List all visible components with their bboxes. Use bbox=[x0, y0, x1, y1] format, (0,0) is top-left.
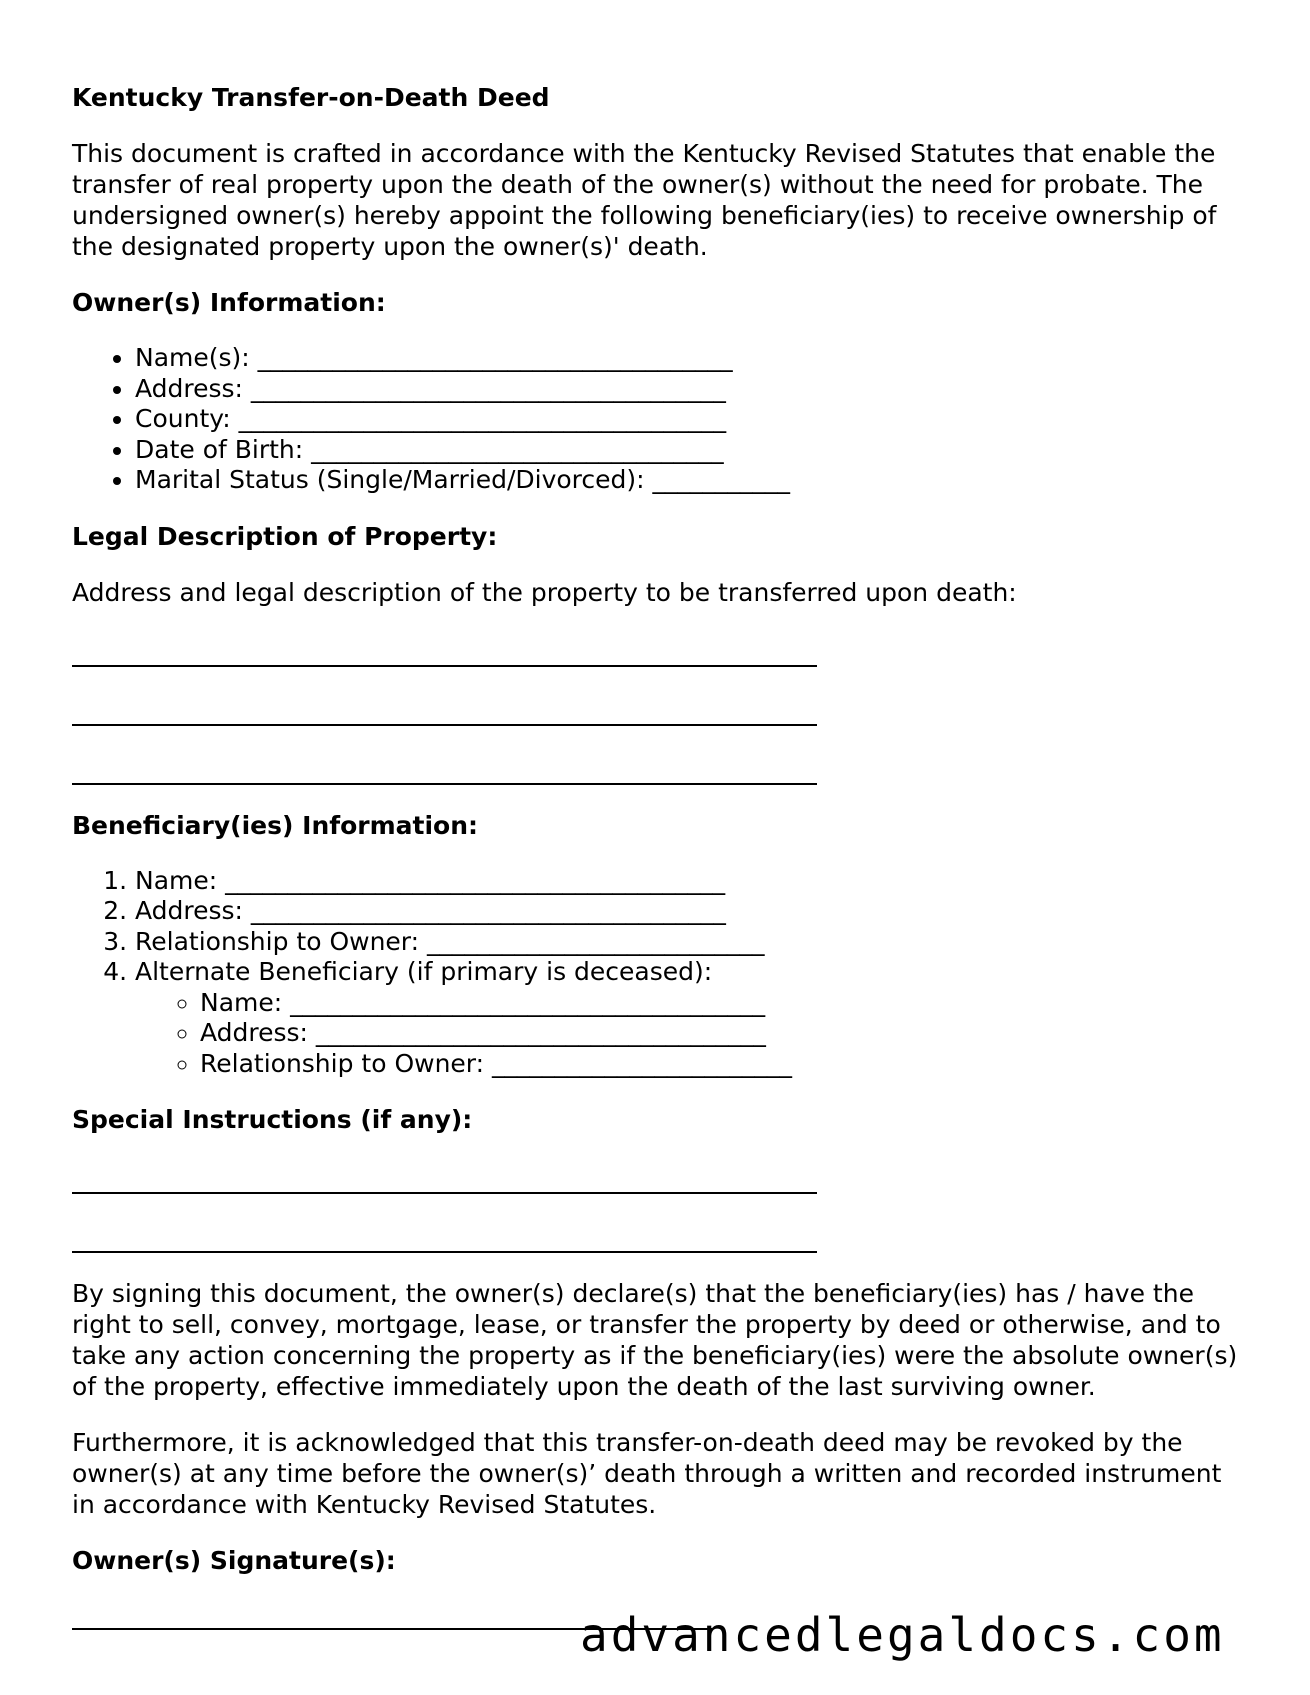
owner-name-field: • Name(s): ______________________________________ bbox=[135, 343, 1242, 374]
alternate-beneficiary-list bbox=[135, 988, 1242, 1080]
special-instructions-heading: Special Instructions (if any): bbox=[72, 1105, 473, 1134]
alternate-beneficiary-item bbox=[135, 957, 1242, 1079]
signature-heading: Owner(s) Signature(s): bbox=[72, 1546, 396, 1575]
alternate-address-field: ◦ Address: ____________________________________ bbox=[200, 1018, 1242, 1049]
special-instructions-blank-line bbox=[72, 1251, 817, 1253]
alternate-beneficiary-label: Alternate Beneficiary (if primary is deceased): bbox=[135, 957, 713, 986]
property-blank-line bbox=[72, 665, 817, 667]
owner-marital-status-field: • Marital Status (Single/Married/Divorced): ___________ bbox=[135, 465, 1242, 496]
owner-dob-field: • Date of Birth: _________________________________ bbox=[135, 435, 1242, 466]
document-title: Kentucky Transfer-on-Death Deed bbox=[72, 83, 550, 112]
watermark: advancedlegaldocs.com bbox=[580, 1608, 1225, 1662]
owner-address-field: • Address: ______________________________________ bbox=[135, 374, 1242, 405]
beneficiary-address-field: 2. Address: ______________________________________ bbox=[135, 896, 1242, 927]
beneficiary-name-field: 1. Name: ________________________________________ bbox=[135, 866, 1242, 897]
alternate-relationship-field: ◦ Relationship to Owner: ________________________ bbox=[200, 1049, 1242, 1080]
declaration-paragraph: By signing this document, the owner(s) declare(s) that the beneficiary(ies) has / have the right to sell, convey, mortgage, lease, or transfer the property by deed or otherwise, and to take any action concerning the property as if the beneficiary(ies) were the absolute owner(s) of the property, effective immediately upon the death of the last surviving owner. bbox=[72, 1279, 1238, 1401]
owner-info-list bbox=[72, 343, 1242, 496]
beneficiary-list bbox=[72, 866, 1242, 1080]
intro-paragraph: This document is crafted in accordance with the Kentucky Revised Statutes that enable the transfer of real property upon the death of the owner(s) without the need for probate. The undersigned owner(s) hereby appoint the following beneficiary(ies) to receive ownership of the designated property upon the owner(s)' death. bbox=[72, 139, 1217, 261]
owner-county-field: • County: _______________________________________ bbox=[135, 404, 1242, 435]
beneficiary-heading: Beneficiary(ies) Information: bbox=[72, 810, 479, 840]
owner-info-heading: Owner(s) Information: bbox=[72, 288, 386, 317]
property-heading: Legal Description of Property: bbox=[72, 521, 498, 551]
alternate-name-field: ◦ Name: ______________________________________ bbox=[200, 988, 1242, 1019]
beneficiary-relationship-field: 3. Relationship to Owner: ___________________________ bbox=[135, 927, 1242, 958]
property-blank-line bbox=[72, 724, 817, 726]
property-blank-line bbox=[72, 783, 817, 785]
document-body bbox=[72, 82, 1242, 1630]
revocation-paragraph: Furthermore, it is acknowledged that this transfer-on-death deed may be revoked by the owner(s) at any time before the owner(s)’ death through a written and recorded instrument in accordance with Kentucky Revised Statutes. bbox=[72, 1428, 1222, 1519]
special-instructions-blank-line bbox=[72, 1192, 817, 1194]
property-description-text: Address and legal description of the property to be transferred upon death: bbox=[72, 577, 1017, 607]
